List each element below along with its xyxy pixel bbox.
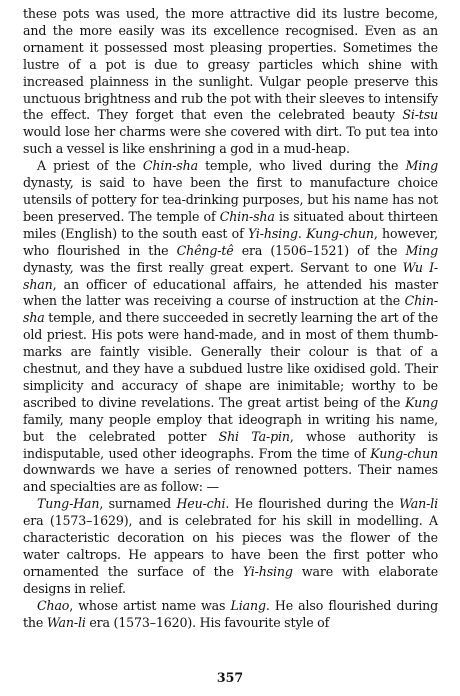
text-run: would lose her charms were she covered with dirt. To put tea into such a vessel is like enshrining a god in a mud-heap. [23, 124, 438, 157]
text-run: , an officer of educational affairs, he attended his master when the latter was receiving a course of instruction at the [23, 276, 438, 309]
text-run: , whose artist name was [69, 597, 231, 613]
text-run: , surnamed [99, 496, 177, 512]
italic-term: Tung-Han [37, 496, 100, 512]
text-run: , however, who flourished in the [23, 225, 438, 258]
italic-term: Wu I-shan [23, 259, 438, 292]
text-run: era (1506–1521) of the [233, 242, 406, 258]
text-run: dynasty, was the first really great expert. Servant to one [23, 259, 403, 275]
text-run: era (1573–1629), and is celebrated for his skill in modelling. A characteristic decoration on his pieces was the flower of the water caltrops. He appears to have been the first potter who ornamented the surface of the [23, 513, 438, 579]
text-run: , whose authority is indisputable, used other ideographs. From the time of [23, 428, 438, 461]
page-number: 357 [216, 670, 244, 685]
italic-term: Wan-li [46, 614, 86, 630]
text-run: . He also flourished during the [23, 597, 438, 630]
italic-term: Ming [405, 242, 438, 258]
text-run: A priest of the [37, 158, 143, 174]
italic-term: Shi Ta-pin [218, 428, 290, 444]
italic-term: Chin-sha [23, 293, 438, 326]
text-run: temple, and there succeeded in secretly learning the art of the old priest. His pots were hand-made, and in most of them thumb-marks are faintly visible. Generally their colour is that of a chestnut, and they have a subdued lustre like oxidised gold. Their simplicity and accuracy of shape are inimitable; worthy to be ascribed to divine revelations. The great artist being of the [23, 310, 439, 410]
text-run: these pots was used, the more attractive did its lustre become, and the more easily was its excellence recognised. Even as an ornament it possessed most pleasing properties. Sometimes the lustre of a pot is due to greasy particles which shine with increased plainness in the sunlight. Vulgar people preserve this unctuous brightness and rub the pot with their sleeves to intensify the effect. They forget that even the celebrated beauty [23, 6, 438, 123]
italic-term: Chêng-tê [176, 242, 234, 258]
italic-term: Kung-chun [370, 445, 438, 461]
text-run: . He flourished during the [225, 496, 400, 512]
paragraph [23, 496, 438, 597]
italic-term: Ming [405, 158, 438, 174]
paragraph [23, 598, 438, 632]
text-run: family, many people employ that ideograph in writing his name, but the celebrated potter [23, 411, 438, 444]
text-run: is situated about thirteen miles (English) to the south east of [23, 208, 438, 241]
italic-term: Liang [230, 597, 266, 613]
italic-term: Yi-hsing [242, 563, 293, 579]
paragraph [23, 158, 438, 496]
italic-term: Kung [405, 394, 438, 410]
text-run: dynasty, is said to have been the first to manufacture choice utensils of pottery for tea-drinking purposes, but his name has not been preserved. The temple of [23, 175, 438, 224]
italic-term: Chin-sha [219, 208, 275, 224]
text-run: downwards we have a series of renowned potters. Their names and specialties are as follow: — [23, 462, 438, 495]
paragraph [23, 6, 438, 158]
italic-term: Chao [37, 597, 70, 613]
text-run: ware with elaborate designs in relief. [23, 563, 438, 596]
text-run: era (1573–1620). His favourite style of [85, 614, 330, 630]
italic-term: Yi-hsing [247, 225, 298, 241]
text-run: temple, who lived during the [197, 158, 406, 174]
italic-term: Kung-chun [306, 225, 374, 241]
italic-term: Wan-li [399, 496, 438, 512]
italic-term: Chin-sha [142, 158, 198, 174]
text-run: . [297, 225, 307, 241]
italic-term: Si-tsu [402, 107, 438, 123]
italic-term: Heu-chi [176, 496, 226, 512]
body-text [23, 6, 438, 632]
